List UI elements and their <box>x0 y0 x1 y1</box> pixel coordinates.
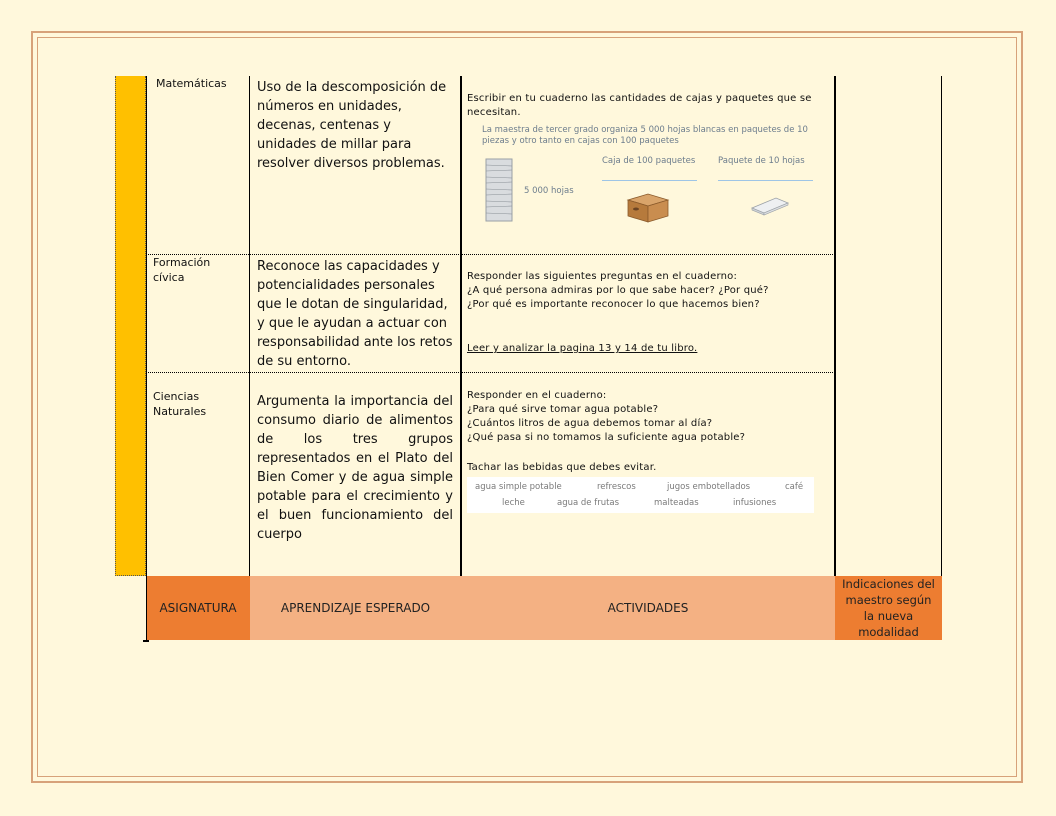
package-answer-line <box>718 180 813 181</box>
package-label: Paquete de 10 hojas <box>718 156 805 166</box>
sheets-label: 5 000 hojas <box>524 186 574 196</box>
learning-science: Argumenta la importancia del consumo diario de alimentos de los tres grupos representados en el Plato del Bien Comer y de agua simple potable para el crecimiento y el buen funcionamiento del cuerpo <box>257 394 453 542</box>
box-label: Caja de 100 paquetes <box>602 156 696 166</box>
column-divider-subject <box>249 76 250 640</box>
learning-civics: Reconoce las capacidades y potencialidades personales que le dotan de singularidad, y que le ayudan a actuar con responsabilidad ante los retos de su entorno. <box>257 259 453 369</box>
drink-item: infusiones <box>733 498 777 508</box>
learning-math: Uso de la descomposición de números en unidades, decenas, centenas y unidades de millar para resolver diversos problemas. <box>257 80 447 171</box>
drink-item: agua de frutas <box>557 498 620 508</box>
subject-civics: Formación cívica <box>153 256 211 284</box>
drinks-list <box>467 477 814 513</box>
drink-item: café <box>785 482 804 492</box>
drink-item: agua simple potable <box>475 482 562 492</box>
activity-civics-line3: ¿Por qué es importante reconocer lo que hacemos bien? <box>467 299 760 310</box>
drink-item: leche <box>502 498 525 508</box>
subject-math: Matemáticas <box>156 77 227 90</box>
drink-item: jugos embotellados <box>667 482 751 492</box>
activity-math-instruction: Escribir en tu cuaderno las cantidades de cajas y paquetes que se necesitan. <box>467 93 812 118</box>
column-divider-right <box>941 76 942 640</box>
box-icon <box>624 190 672 224</box>
activity-science-line4: ¿Qué pasa si no tomamos la suficiente agua potable? <box>467 432 746 443</box>
paper-stack-icon <box>484 157 514 223</box>
activity-civics-line2: ¿A qué persona admiras por lo que sabe hacer? ¿Por qué? <box>467 285 769 296</box>
drink-item: malteadas <box>654 498 699 508</box>
paper-package-icon <box>750 194 790 216</box>
activity-science-line5: Tachar las bebidas que debes evitar. <box>467 462 657 473</box>
subject-science: Ciencias Naturales <box>153 390 207 418</box>
drink-item: refrescos <box>597 482 636 492</box>
activity-science-line3: ¿Cuántos litros de agua debemos tomar al día? <box>467 418 713 429</box>
header-learning: APRENDIZAJE ESPERADO <box>250 576 461 640</box>
table-corner-mark <box>143 640 149 642</box>
header-subject: ASIGNATURA <box>146 576 250 640</box>
column-divider-activities <box>834 76 836 640</box>
activity-civics-link[interactable]: Leer y analizar la pagina 13 y 14 de tu libro. <box>467 343 698 354</box>
side-color-bar <box>115 76 146 576</box>
column-divider-left <box>146 76 147 576</box>
row-separator-1 <box>146 254 835 255</box>
box-answer-line <box>602 180 697 181</box>
row-separator-2 <box>146 372 835 373</box>
activity-science-line2: ¿Para qué sirve tomar agua potable? <box>467 404 659 415</box>
column-divider-learning <box>460 76 462 640</box>
header-teacher-notes: Indicaciones del maestro según la nueva modalidad <box>835 576 942 640</box>
activity-civics-line1: Responder las siguientes preguntas en el cuaderno: <box>467 271 738 282</box>
footer-left-edge <box>146 576 147 642</box>
header-activities: ACTIVIDADES <box>461 576 835 640</box>
math-problem-text: La maestra de tercer grado organiza 5 000 hojas blancas en paquetes de 10 piezas y otro tanto en cajas con 100 paquetes <box>482 125 808 146</box>
activity-science-line1: Responder en el cuaderno: <box>467 390 607 401</box>
